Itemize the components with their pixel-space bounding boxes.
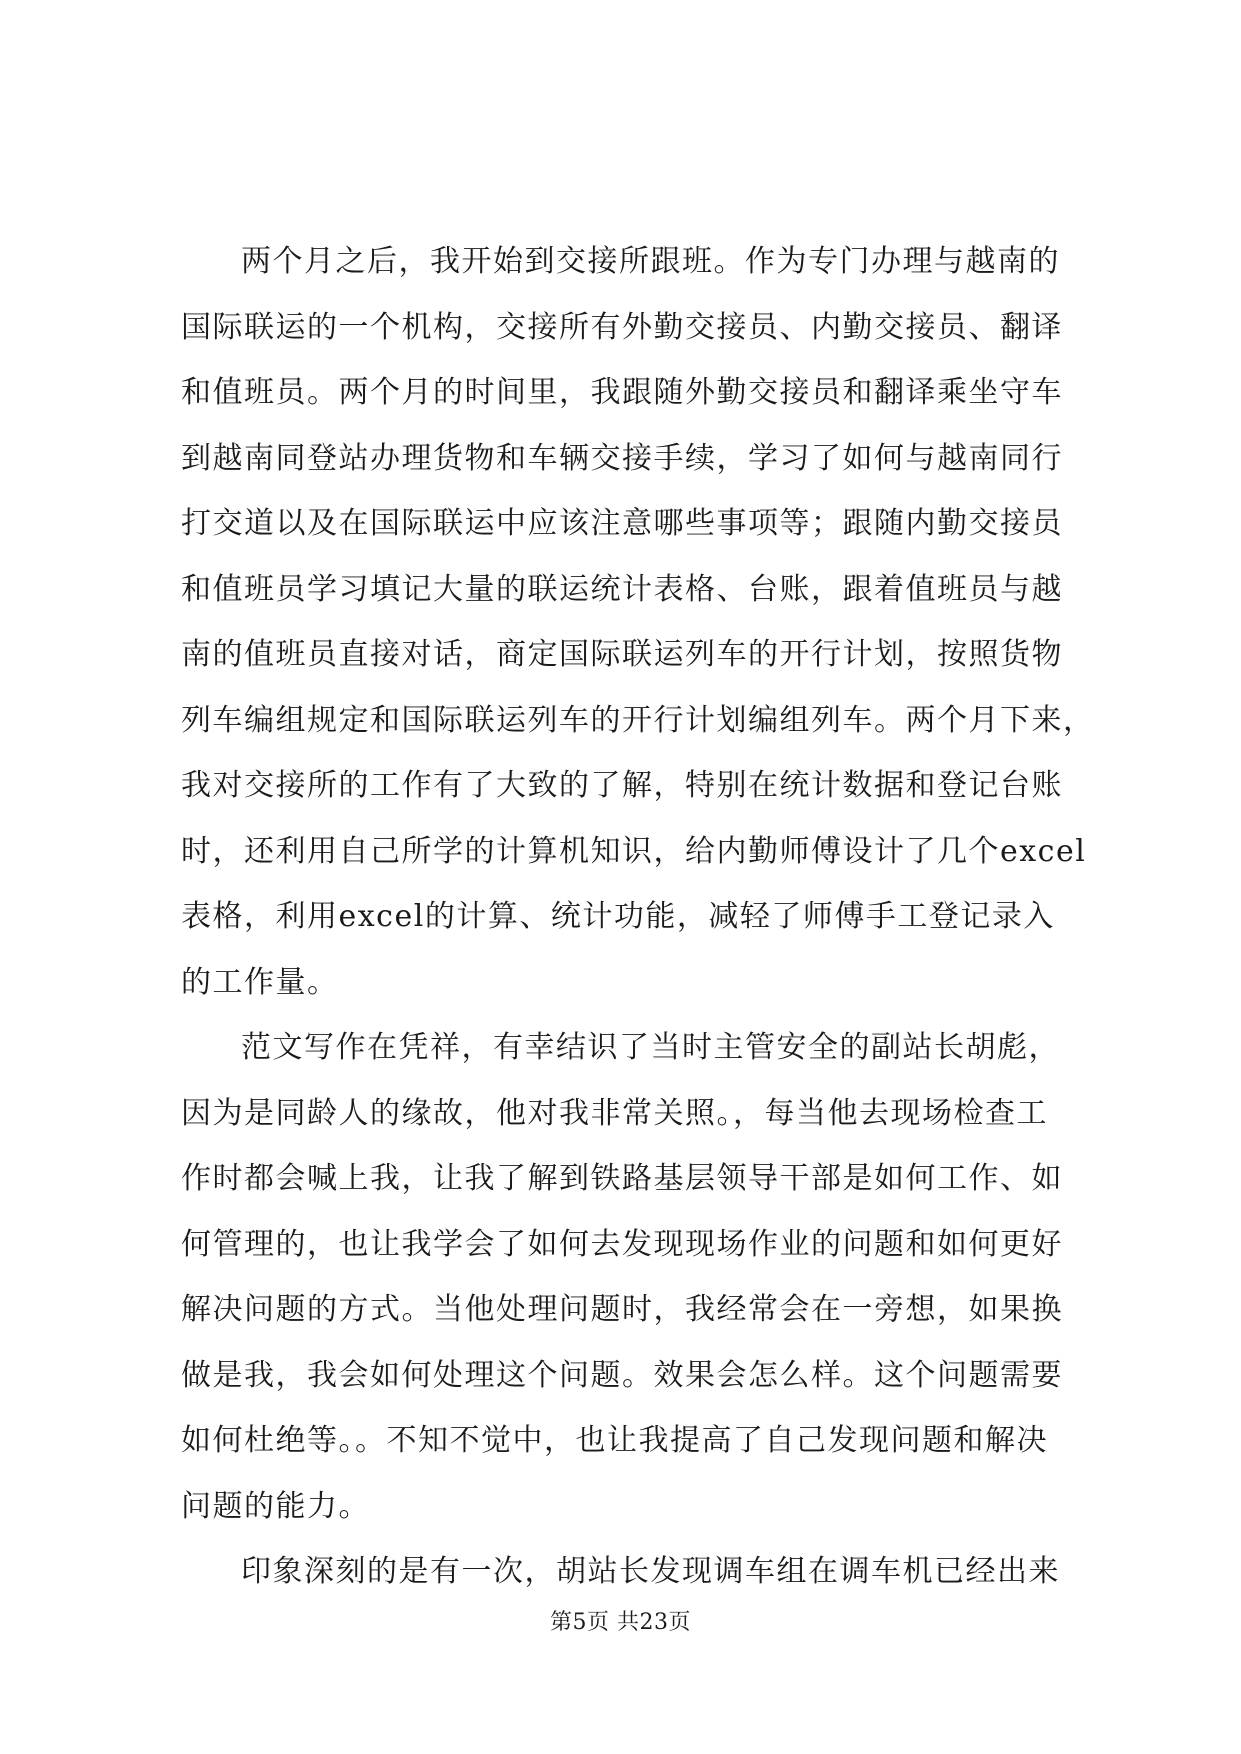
paragraph-2-line-7: 如何杜绝等。。不知不觉中，也让我提高了自己发现问题和解决 (181, 1423, 1048, 1458)
paragraph-1-line-2: 国际联运的一个机构，交接所有外勤交接员、内勤交接员、翻译 (181, 309, 1063, 345)
paragraph-3-line-1: 印象深刻的是有一次，胡站长发现调车组在调车机已经出来 (241, 1554, 1060, 1589)
paragraph-2-line-5: 解决问题的方式。当他处理问题时，我经常会在一旁想，如果换 (181, 1292, 1063, 1327)
paragraph-1-line-7: 南的值班员直接对话，商定国际联运列车的开行计划，按照货物 (181, 637, 1063, 672)
paragraph-2-line-4: 何管理的，也让我学会了如何去发现现场作业的问题和如何更好 (181, 1226, 1063, 1262)
paragraph-2-line-3: 作时都会喊上我，让我了解到铁路基层领导干部是如何工作、如 (181, 1161, 1063, 1196)
paragraph-1-line-6: 和值班员学习填记大量的联运统计表格、台账，跟着值班员与越 (181, 571, 1063, 607)
paragraph-2-line-1: 范文写作在凭祥，有幸结识了当时主管安全的副站长胡彪， (241, 1030, 1060, 1065)
paragraph-1-line-8: 列车编组规定和国际联运列车的开行计划编组列车。两个月下来， (181, 702, 1095, 738)
paragraph-1-line-1: 两个月之后，我开始到交接所跟班。作为专门办理与越南的 (241, 244, 1060, 279)
page-number-footer: 第5页 共23页 (550, 1610, 691, 1635)
paragraph-1-line-11: 表格，利用excel的计算、统计功能，减轻了师傅手工登记录入 (181, 899, 1055, 934)
paragraph-1-line-10: 时，还利用自己所学的计算机知识，给内勤师傅设计了几个excel (181, 833, 1087, 869)
paragraph-2-line-2: 因为是同龄人的缘故，他对我非常关照。，每当他去现场检查工 (181, 1095, 1048, 1131)
paragraph-1-line-9: 我对交接所的工作有了大致的了解，特别在统计数据和登记台账 (181, 768, 1063, 803)
document-body (181, 229, 1095, 1605)
paragraph-1-line-3: 和值班员。两个月的时间里，我跟随外勤交接员和翻译乘坐守车 (181, 375, 1063, 410)
paragraph-1-line-4: 到越南同登站办理货物和车辆交接手续，学习了如何与越南同行 (181, 440, 1063, 476)
paragraph-1-line-12: 的工作量。 (181, 964, 339, 1000)
paragraph-2-line-8: 问题的能力。 (181, 1488, 370, 1524)
paragraph-2-line-6: 做是我，我会如何处理这个问题。效果会怎么样。这个问题需要 (181, 1357, 1063, 1393)
paragraph-1-line-5: 打交道以及在国际联运中应该注意哪些事项等；跟随内勤交接员 (181, 506, 1063, 541)
